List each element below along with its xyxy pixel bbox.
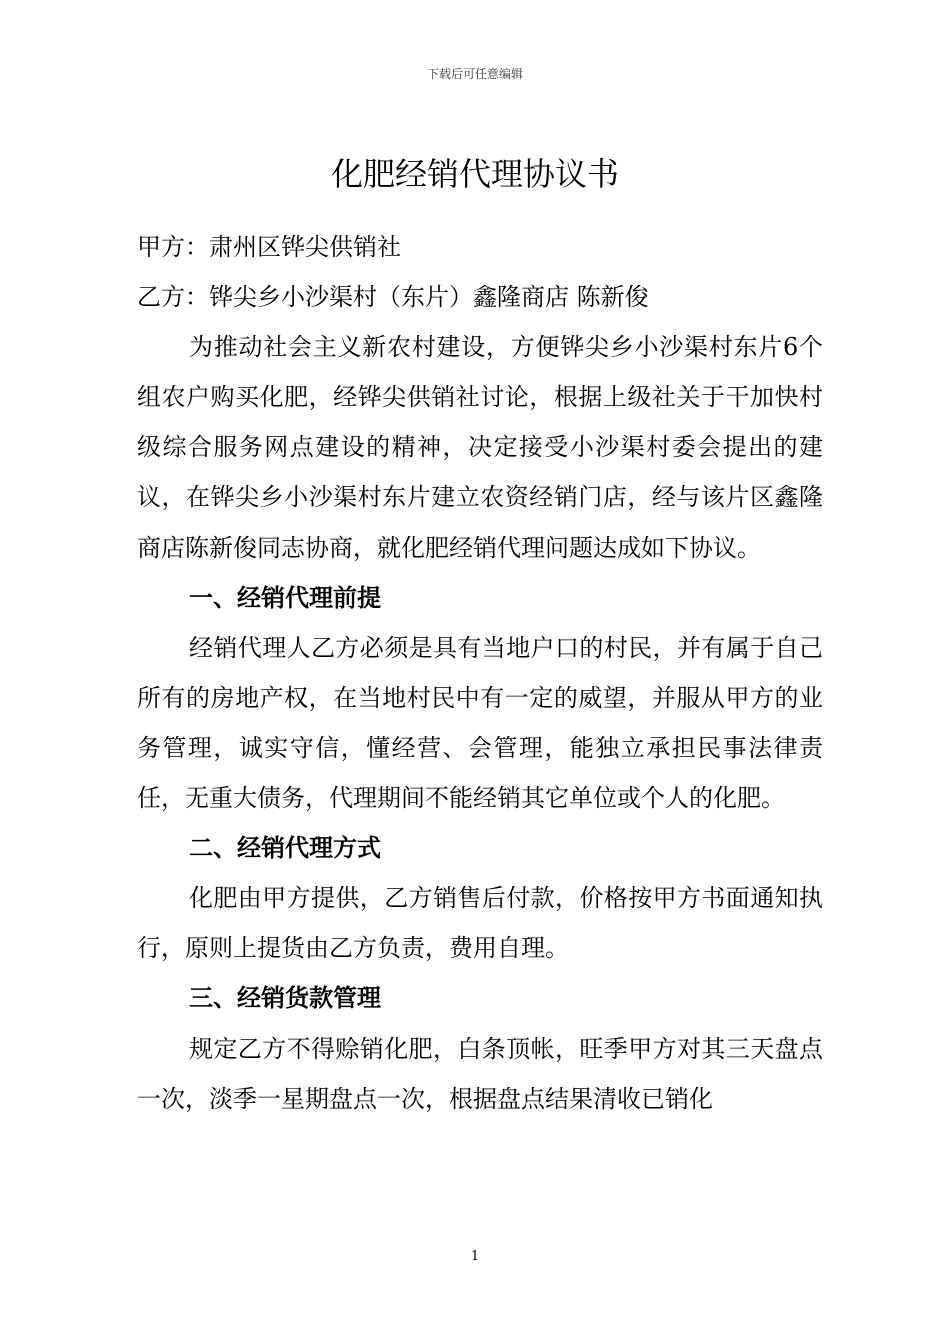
section-heading-3: 三、经销货款管理 xyxy=(189,984,381,1013)
document-title: 化肥经销代理协议书 xyxy=(330,155,619,193)
intro-paragraph: 为推动社会主义新农村建设，方便铧尖乡小沙渠村东片6个组农户购买化肥，经铧尖供销社讨论，根据上级社关于干加快村级综合服务网点建设的精神，决定接受小沙渠村委会提出的建议，在铧尖乡小沙渠村东片建立农资经销门店，经与该片区鑫隆商店陈新俊同志协商，就化肥经销代理问题达成如下协议。 xyxy=(137,333,823,562)
section-heading-2: 二、经销代理方式 xyxy=(189,834,381,863)
section-paragraph-1: 经销代理人乙方必须是具有当地户口的村民，并有属于自己所有的房地产权，在当地村民中有一定的威望，并服从甲方的业务管理，诚实守信，懂经营、会管理，能独立承担民事法律责任，无重大债务，代理期间不能经销其它单位或个人的化肥。 xyxy=(137,633,823,813)
page-number: 1 xyxy=(470,1249,480,1264)
party-a-line: 甲方：肃州区铧尖供销社 xyxy=(137,233,401,261)
section-paragraph-3: 规定乙方不得赊销化肥，白条顶帐，旺季甲方对其三天盘点一次，淡季一星期盘点一次，根据盘点结果清收已销化 xyxy=(137,1034,823,1113)
document-body xyxy=(137,222,823,1124)
party-b-line: 乙方：铧尖乡小沙渠村（东片）鑫隆商店 陈新俊 xyxy=(137,283,649,312)
header-note: 下载后可任意编辑 xyxy=(426,67,523,81)
section-paragraph-2: 化肥由甲方提供，乙方销售后付款，价格按甲方书面通知执行，原则上提货由乙方负责，费用自理。 xyxy=(137,884,823,963)
section-heading-1: 一、经销代理前提 xyxy=(189,583,381,612)
